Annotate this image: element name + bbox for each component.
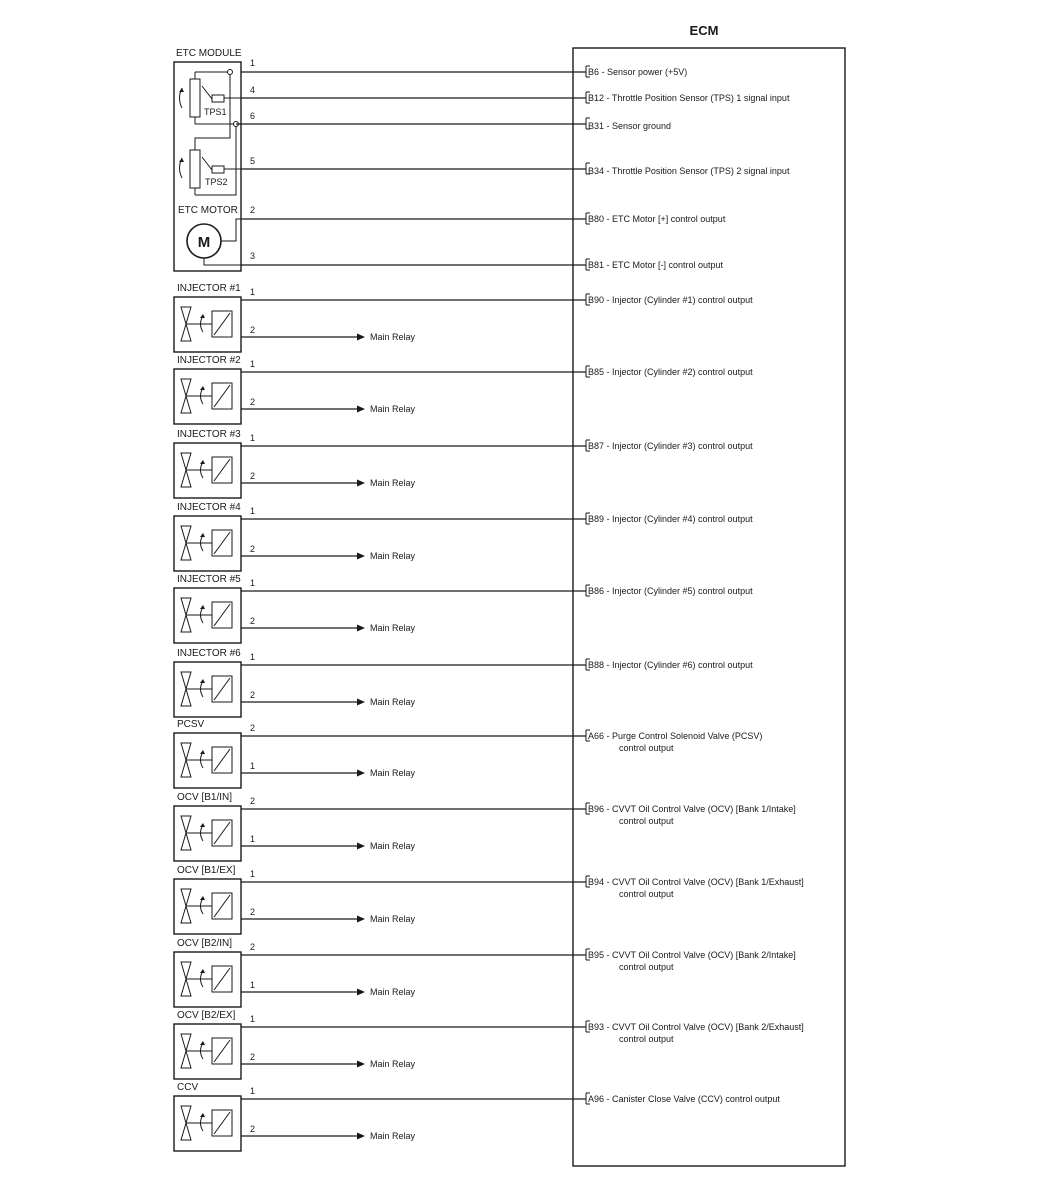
ecm-terminal-desc: B90 - Injector (Cylinder #1) control output [588,295,753,305]
ecm-desc-line-1: Injector (Cylinder #6) control output [612,660,753,670]
ecm-terminal: B88 [588,660,605,670]
main-relay-label: Main Relay [370,551,416,561]
ecm-desc-line-1: CVVT Oil Control Valve (OCV) [Bank 2/Intake] [612,950,796,960]
relay-pin-number: 1 [250,834,256,844]
ecm-terminal-desc: B85 - Injector (Cylinder #2) control output [588,367,753,377]
actuator-label: CCV [177,1082,199,1093]
etc-terminal-1: B6 [588,67,600,77]
actuator-label: PCSV [177,719,205,730]
main-relay-label: Main Relay [370,478,416,488]
ecm-title: ECM [689,23,719,38]
ecm-pin-number: 1 [250,1086,256,1096]
ecm-desc-line-1: Canister Close Valve (CCV) control output [612,1094,780,1104]
ecm-desc-line-2: control output [619,743,674,753]
actuator-label: INJECTOR #6 [177,648,241,659]
arrow-right-icon [357,625,365,632]
ecm-pin-number: 1 [250,652,256,662]
etc-desc-3: Sensor ground [612,121,672,131]
svg-text:B31 - Sensor ground: B31 - Sensor ground [588,121,672,131]
ecm-terminal-desc: A96 - Canister Close Valve (CCV) control output [588,1094,780,1104]
main-relay-label: Main Relay [370,404,416,414]
ecm-desc-line-2: control output [619,962,674,972]
main-relay-label: Main Relay [370,1059,416,1069]
ecm-desc-line-1: CVVT Oil Control Valve (OCV) [Bank 1/Intake] [612,804,796,814]
arrow-right-icon [357,916,365,923]
main-relay-label: Main Relay [370,987,416,997]
actuator-label: OCV [B2/IN] [177,938,233,949]
relay-pin-number: 2 [250,907,256,917]
relay-pin-number: 2 [250,1052,256,1062]
arrow-right-icon [357,1133,365,1140]
ecm-desc-line-1: Injector (Cylinder #2) control output [612,367,753,377]
etc-desc-1: Sensor power (+5V) [607,67,688,77]
arrow-right-icon [357,989,365,996]
main-relay-label: Main Relay [370,332,416,342]
ecm-pin-number: 1 [250,506,256,516]
relay-pin-number: 2 [250,544,256,554]
ecm-pin-number: 1 [250,869,256,879]
actuator-label: OCV [B1/EX] [177,865,236,876]
arrow-right-icon [357,1061,365,1068]
main-relay-label: Main Relay [370,623,416,633]
etc-terminal-6: B81 [588,260,605,270]
svg-text:B80 - ETC Motor [+] control ou: B80 - ETC Motor [+] control output [588,214,726,224]
etc-module-title: ETC MODULE [176,48,242,59]
ecm-terminal: B95 [588,950,605,960]
ecm-terminal-desc: B94 - CVVT Oil Control Valve (OCV) [Bank 1/Exhaust] [588,877,804,887]
etc-pin-3: 6 [250,111,256,121]
etc-desc-6: ETC Motor [-] control output [612,260,724,270]
ecm-terminal: B96 [588,804,605,814]
actuator-label: INJECTOR #4 [177,502,241,513]
ecm-desc-line-2: control output [619,1034,674,1044]
ecm-terminal: B89 [588,514,605,524]
etc-desc-4: Throttle Position Sensor (TPS) 2 signal input [611,166,790,176]
ecm-pin-number: 1 [250,578,256,588]
ecm-terminal-desc: B88 - Injector (Cylinder #6) control output [588,660,753,670]
ecm-desc-line-1: Injector (Cylinder #3) control output [612,441,753,451]
ecm-terminal: A66 [588,731,605,741]
actuator-label: OCV [B1/IN] [177,792,233,803]
relay-pin-number: 2 [250,325,256,335]
etc-pin-4: 5 [250,156,256,166]
ecm-desc-line-1: CVVT Oil Control Valve (OCV) [Bank 2/Exhaust] [612,1022,804,1032]
ecm-pin-number: 2 [250,796,256,806]
etc-motor-symbol: M [197,234,211,251]
ecm-terminal-desc: B89 - Injector (Cylinder #4) control output [588,514,753,524]
ecm-desc-line-1: Injector (Cylinder #4) control output [612,514,753,524]
ecm-pin-number: 1 [250,1014,256,1024]
ecm-terminal-desc: B95 - CVVT Oil Control Valve (OCV) [Bank 2/Intake] [588,950,796,960]
svg-text:B12 - Throttle Position Sensor: B12 - Throttle Position Sensor (TPS) 1 signal input [588,93,790,103]
ecm-pin-number: 1 [250,287,256,297]
svg-text:B6 - Sensor power (+5V): B6 - Sensor power (+5V) [588,67,688,77]
arrow-right-icon [357,553,365,560]
ecm-pin-number: 1 [250,359,256,369]
actuator-label: INJECTOR #1 [177,283,241,294]
actuator-label: OCV [B2/EX] [177,1010,236,1021]
ecm-desc-line-1: Injector (Cylinder #1) control output [612,295,753,305]
arrow-right-icon [357,334,365,341]
ecm-terminal: B90 [588,295,605,305]
main-relay-label: Main Relay [370,914,416,924]
actuator-label: INJECTOR #5 [177,574,241,585]
ecm-terminal-desc: B87 - Injector (Cylinder #3) control output [588,441,753,451]
relay-pin-number: 2 [250,616,256,626]
etc-terminal-2: B12 [588,93,605,103]
main-relay-label: Main Relay [370,768,416,778]
relay-pin-number: 2 [250,397,256,407]
ecm-pin-number: 2 [250,723,256,733]
etc-terminal-3: B31 [588,121,605,131]
relay-pin-number: 2 [250,690,256,700]
relay-pin-number: 1 [250,761,256,771]
ecm-pin-number: 1 [250,433,256,443]
ecm-terminal-desc: B96 - CVVT Oil Control Valve (OCV) [Bank 1/Intake] [588,804,796,814]
ecm-terminal: B93 [588,1022,605,1032]
relay-pin-number: 2 [250,1124,256,1134]
relay-pin-number: 1 [250,980,256,990]
etc-pin-2: 4 [250,85,256,95]
ecm-terminal: B85 [588,367,605,377]
ecm-desc-line-2: control output [619,816,674,826]
etc-terminal-5: B80 [588,214,605,224]
etc-motor-title: ETC MOTOR [178,205,238,216]
arrow-right-icon [357,843,365,850]
etc-desc-2: Throttle Position Sensor (TPS) 1 signal input [611,93,790,103]
arrow-right-icon [357,406,365,413]
main-relay-label: Main Relay [370,697,416,707]
actuator-label: INJECTOR #3 [177,429,241,440]
tps2-label: TPS2 [205,177,228,187]
ecm-terminal: A96 [588,1094,605,1104]
ecm-pin-number: 2 [250,942,256,952]
etc-pin-5: 2 [250,205,256,215]
main-relay-label: Main Relay [370,841,416,851]
etc-pin-6: 3 [250,251,256,261]
svg-text:B81 - ETC Motor [-] control ou: B81 - ETC Motor [-] control output [588,260,724,270]
ecm-desc-line-1: Purge Control Solenoid Valve (PCSV) [612,731,763,741]
ecm-terminal-desc: B93 - CVVT Oil Control Valve (OCV) [Bank 2/Exhaust] [588,1022,804,1032]
ecm-desc-line-1: CVVT Oil Control Valve (OCV) [Bank 1/Exhaust] [612,877,804,887]
etc-pin-1: 1 [250,58,256,68]
ecm-terminal: B86 [588,586,605,596]
tps1-label: TPS1 [204,107,227,117]
main-relay-label: Main Relay [370,1131,416,1141]
arrow-right-icon [357,699,365,706]
arrow-right-icon [357,480,365,487]
svg-text:B34 - Throttle Position Sensor: B34 - Throttle Position Sensor (TPS) 2 signal input [588,166,790,176]
ecm-terminal: B87 [588,441,605,451]
ecm-terminal-desc: B86 - Injector (Cylinder #5) control output [588,586,753,596]
relay-pin-number: 2 [250,471,256,481]
ecm-desc-line-1: Injector (Cylinder #5) control output [612,586,753,596]
ecm-desc-line-2: control output [619,889,674,899]
actuator-label: INJECTOR #2 [177,355,241,366]
ecm-terminal: B94 [588,877,605,887]
arrow-right-icon [357,770,365,777]
ecm-terminal-desc: A66 - Purge Control Solenoid Valve (PCSV) [588,731,763,741]
etc-desc-5: ETC Motor [+] control output [612,214,726,224]
etc-terminal-4: B34 [588,166,605,176]
